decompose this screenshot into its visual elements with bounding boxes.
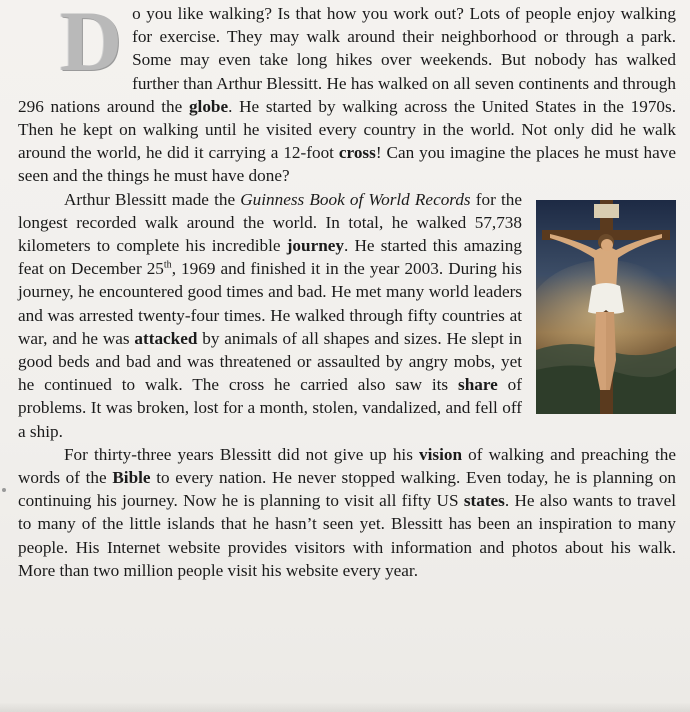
paragraph-2 xyxy=(18,188,676,443)
p2-text-5: by animals of all shapes and sizes. He slept in good beds and bad and was threatened or assaulted by angry mobs, yet he continued to walk. The cross he carried also saw its xyxy=(18,328,522,395)
p2-text-3: . He started this amazing feat on December 25 xyxy=(18,236,522,279)
crucifix-image xyxy=(536,200,676,414)
article-body xyxy=(18,2,676,582)
p2-text-6: of problems. It was broken, lost for a month, stolen, vandalized, and fell off a ship. xyxy=(18,375,522,441)
keyword-attacked: attacked xyxy=(134,328,198,348)
margin-dot xyxy=(2,488,6,492)
keyword-journey: journey xyxy=(286,236,344,256)
p3-text-1: For thirty-three years Blessitt did not give up his xyxy=(64,444,420,464)
paragraph-1 xyxy=(18,2,676,188)
p3-text-4: . He also wants to travel to many of the little islands that he hasn’t seen yet. Blessitt has been an inspiration to many people. His Internet website provides visitors with information and photos about his walk. More than two million people visit his website every year. xyxy=(18,491,676,580)
crucifix-painting-icon xyxy=(536,200,676,414)
ordinal-suffix: th xyxy=(163,259,172,271)
drop-cap: D xyxy=(60,0,123,89)
keyword-share: share xyxy=(458,375,498,395)
p1-text-1: o you like walking? Is that how you work out? Lots of people enjoy walking for exercise. They may walk around their neighborhood or through a park. Some may even take long hikes over weekends. But nobody has walked further than Arthur Blessitt. He has walked on all seven continents and through 296 nations around the xyxy=(18,4,676,116)
keyword-cross: cross xyxy=(338,143,376,163)
paragraph-3 xyxy=(18,443,676,582)
keyword-bible: Bible xyxy=(112,468,151,488)
page-bottom-edge xyxy=(0,702,690,712)
p1-text-2: . He started by walking across the United States in the 1970s. Then he kept on walking until he visited every country in the world. Not only did he walk around the world, he did it carrying a 12-foot xyxy=(18,96,676,163)
p2-text-4: , 1969 and finished it in the year 2003. During his journey, he encountered good times and bad. He met many world leaders and was arrested twenty-four times. He walked through fifty countries at war, and he was xyxy=(18,259,522,348)
keyword-states: states xyxy=(463,491,505,511)
p3-text-2: of walking and preaching the words of the xyxy=(18,444,676,488)
keyword-globe: globe xyxy=(188,96,229,116)
book-title: Guinness Book of World Records xyxy=(240,189,471,209)
p1-text-3: ! Can you imagine the places he must have seen and the things he must have done? xyxy=(18,143,676,186)
keyword-vision: vision xyxy=(419,444,463,464)
p3-text-3: to every nation. He never stopped walking. Even today, he is planning on continuing his journey. Now he is planning to visit all fifty US xyxy=(18,468,677,511)
p2-text-2: for the longest recorded walk around the world. In total, he walked 57,738 kilometers to complete his incredible xyxy=(18,189,522,256)
p2-text-1: Arthur Blessitt made the xyxy=(64,189,241,209)
